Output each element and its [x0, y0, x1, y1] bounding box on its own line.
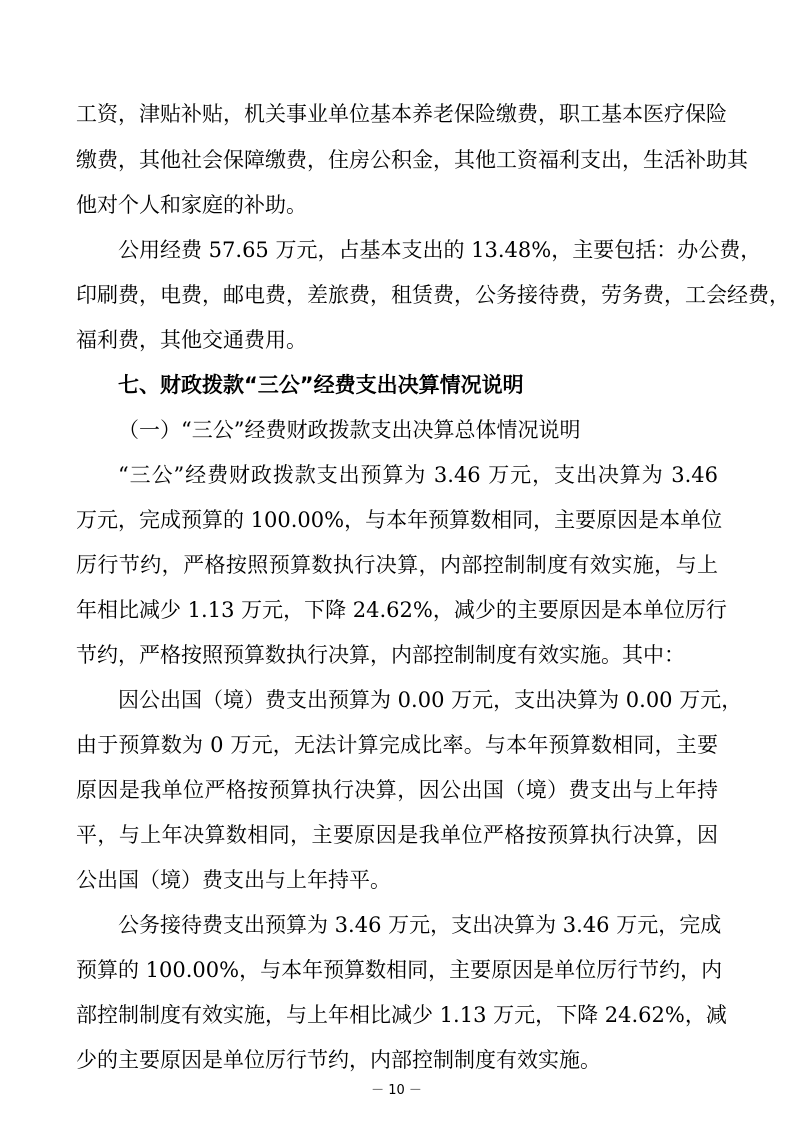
text-line: 福利费，其他交通费用。: [76, 328, 307, 352]
text-line: 工资，津贴补贴，机关事业单位基本养老保险缴费，职工基本医疗保险: [76, 102, 727, 126]
text-line: 印刷费，电费，邮电费，差旅费，租赁费，公务接待费，劳务费，工会经费，: [76, 283, 790, 307]
text-line: 万元，完成预算的 100.00%，与本年预算数相同，主要原因是本单位: [76, 508, 723, 532]
subsection-heading: （一）“三公”经费财政拨款支出决算总体情况说明: [118, 418, 581, 442]
text-line: 他对个人和家庭的补助。: [76, 193, 307, 217]
text-line: 由于预算数为 0 万元，无法计算完成比率。与本年预算数相同，主要: [76, 733, 718, 757]
text-line: 年相比减少 1.13 万元，下降 24.62%，减少的主要原因是本单位厉行: [76, 598, 727, 622]
text-line: 公务接待费支出预算为 3.46 万元，支出决算为 3.46 万元，完成: [118, 913, 722, 937]
page-number: － 10 －: [371, 1083, 422, 1098]
text-line: 公出国（境）费支出与上年持平。: [76, 868, 391, 892]
text-line: 厉行节约，严格按照预算数执行决算，内部控制制度有效实施，与上: [76, 553, 718, 577]
text-line: 因公出国（境）费支出预算为 0.00 万元，支出决算为 0.00 万元，: [118, 688, 743, 712]
text-line: 部控制制度有效实施，与上年相比减少 1.13 万元，下降 24.62%，减: [76, 1003, 727, 1027]
text-line: 平，与上年决算数相同，主要原因是我单位严格按预算执行决算，因: [76, 823, 718, 847]
text-line: 少的主要原因是单位厉行节约，内部控制制度有效实施。: [76, 1048, 601, 1072]
text-line: 预算的 100.00%，与本年预算数相同，主要原因是单位厉行节约，内: [76, 958, 723, 982]
text-line: 缴费，其他社会保障缴费，住房公积金，其他工资福利支出，生活补助其: [76, 148, 748, 172]
text-line: “三公”经费财政拨款支出预算为 3.46 万元，支出决算为 3.46: [118, 463, 718, 487]
text-line: 原因是我单位严格按预算执行决算，因公出国（境）费支出与上年持: [76, 778, 718, 802]
section-heading: 七、财政拨款“三公”经费支出决算情况说明: [118, 373, 524, 397]
text-line: 节约，严格按照预算数执行决算，内部控制制度有效实施。其中：: [76, 643, 685, 667]
text-line: 公用经费 57.65 万元，占基本支出的 13.48%，主要包括：办公费，: [118, 238, 762, 262]
